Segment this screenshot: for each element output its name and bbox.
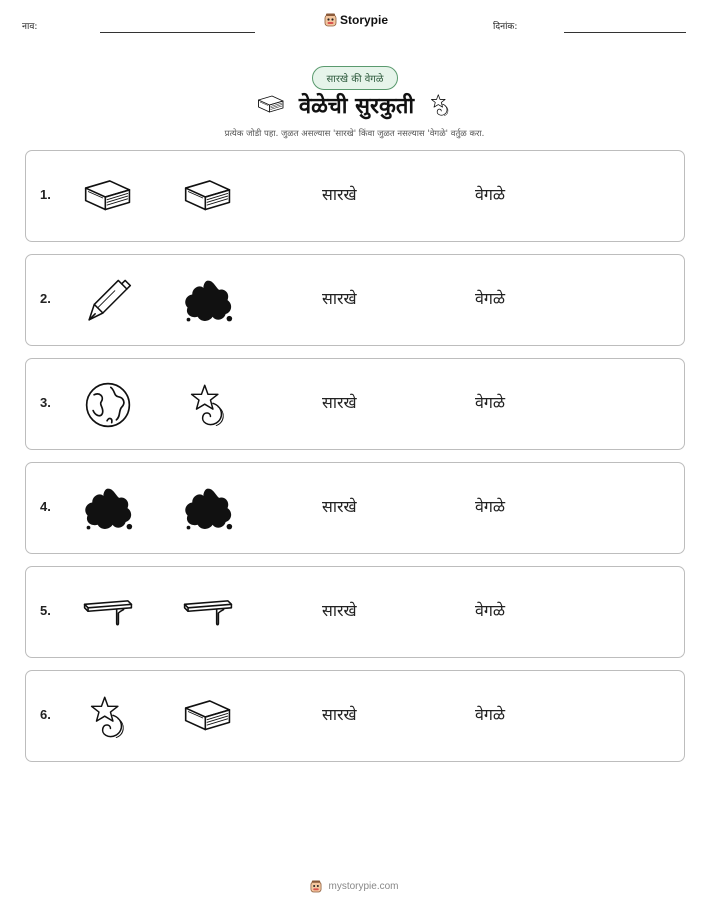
name-write-line[interactable] bbox=[100, 32, 255, 33]
question-number: 5. bbox=[40, 603, 51, 618]
ink-blot-icon bbox=[182, 276, 234, 326]
right-picture bbox=[182, 485, 234, 533]
right-picture bbox=[182, 693, 234, 741]
same-option[interactable]: सारखे bbox=[322, 185, 357, 204]
right-picture bbox=[182, 277, 234, 325]
ink-blot-icon bbox=[182, 484, 234, 534]
brand-name: Storypie bbox=[340, 13, 389, 27]
right-picture bbox=[182, 173, 234, 221]
question-row bbox=[25, 670, 685, 762]
different-option[interactable]: वेगळे bbox=[475, 705, 506, 724]
book-icon bbox=[257, 94, 285, 116]
question-number: 4. bbox=[40, 499, 51, 514]
same-option[interactable]: सारखे bbox=[322, 497, 357, 516]
instructions-text: प्रत्येक जोडी पहा. जुळत असल्यास 'सारखे' किंवा जुळत नसल्यास 'वेगळे' वर्तुळ करा. bbox=[224, 129, 485, 139]
left-picture bbox=[82, 381, 134, 429]
question-row bbox=[25, 358, 685, 450]
book-icon bbox=[183, 697, 233, 737]
shelf-icon bbox=[82, 594, 134, 632]
different-option[interactable]: वेगळे bbox=[475, 185, 506, 204]
left-picture bbox=[82, 277, 134, 325]
page-title: वेळेची सुरकुती bbox=[298, 94, 415, 119]
different-option[interactable]: वेगळे bbox=[475, 601, 506, 620]
pen-icon bbox=[84, 277, 132, 325]
title-row bbox=[0, 90, 709, 120]
question-row bbox=[25, 566, 685, 658]
date-label: दिनांक: bbox=[493, 22, 518, 32]
same-option[interactable]: सारखे bbox=[322, 393, 357, 412]
shooting-star-icon bbox=[428, 93, 452, 117]
left-picture bbox=[82, 173, 134, 221]
book-icon bbox=[183, 177, 233, 217]
worksheet-header bbox=[0, 0, 709, 50]
ink-blot-icon bbox=[82, 484, 134, 534]
name-label: नाव: bbox=[22, 22, 38, 32]
question-row bbox=[25, 150, 685, 242]
left-picture bbox=[82, 485, 134, 533]
left-picture bbox=[82, 693, 134, 741]
book-icon bbox=[83, 177, 133, 217]
left-picture bbox=[82, 589, 134, 637]
same-option[interactable]: सारखे bbox=[322, 705, 357, 724]
shooting-star-icon bbox=[85, 694, 131, 740]
question-row bbox=[25, 462, 685, 554]
different-option[interactable]: वेगळे bbox=[475, 393, 506, 412]
footer-website: mystorypie.com bbox=[328, 881, 399, 892]
footer bbox=[0, 880, 709, 893]
date-write-line[interactable] bbox=[564, 32, 686, 33]
shelf-icon bbox=[182, 594, 234, 632]
question-number: 6. bbox=[40, 707, 51, 722]
right-picture bbox=[182, 589, 234, 637]
activity-type-badge: सारखे की वेगळे bbox=[312, 66, 398, 90]
question-number: 1. bbox=[40, 187, 51, 202]
storypie-mascot-icon bbox=[310, 880, 322, 893]
same-option[interactable]: सारखे bbox=[322, 601, 357, 620]
shooting-star-icon bbox=[185, 382, 231, 428]
globe-icon bbox=[82, 379, 134, 431]
storypie-mascot-icon bbox=[324, 13, 337, 27]
right-picture bbox=[182, 381, 234, 429]
different-option[interactable]: वेगळे bbox=[475, 497, 506, 516]
question-number: 2. bbox=[40, 291, 51, 306]
question-number: 3. bbox=[40, 395, 51, 410]
same-option[interactable]: सारखे bbox=[322, 289, 357, 308]
brand-logo bbox=[324, 13, 388, 27]
different-option[interactable]: वेगळे bbox=[475, 289, 506, 308]
question-row bbox=[25, 254, 685, 346]
